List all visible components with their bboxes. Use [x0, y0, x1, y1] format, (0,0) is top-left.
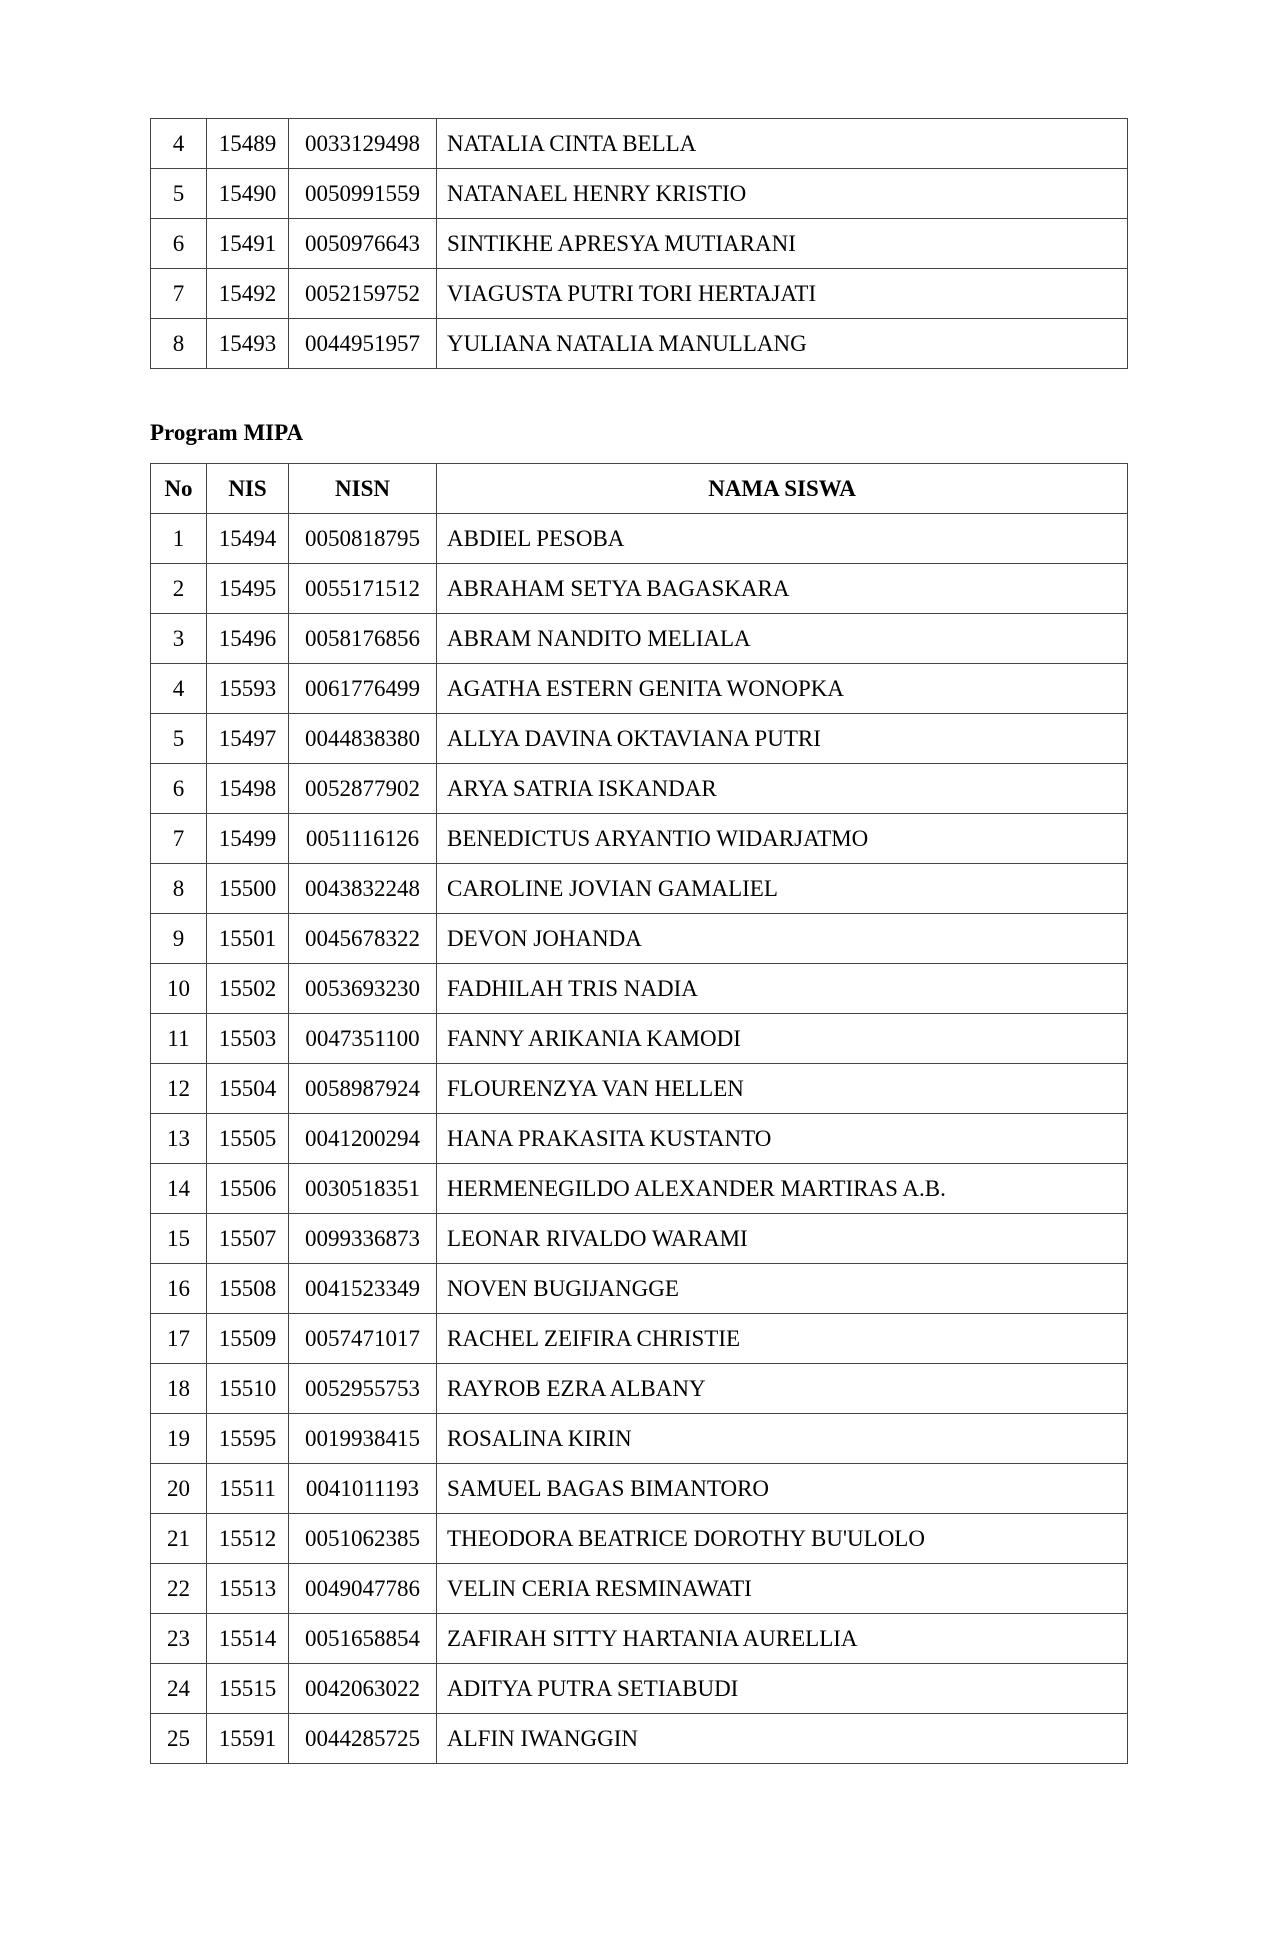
cell-no: 5: [151, 169, 207, 219]
cell-nama-siswa: VIAGUSTA PUTRI TORI HERTAJATI: [437, 269, 1128, 319]
cell-nama-siswa: NOVEN BUGIJANGGE: [437, 1264, 1128, 1314]
cell-nama-siswa: DEVON JOHANDA: [437, 914, 1128, 964]
table-row: [151, 1714, 1128, 1764]
cell-nis: 15512: [207, 1514, 289, 1564]
header-nisn: NISN: [289, 464, 437, 514]
cell-nisn: 0057471017: [289, 1314, 437, 1364]
cell-no: 14: [151, 1164, 207, 1214]
cell-nis: 15504: [207, 1064, 289, 1114]
cell-nisn: 0051116126: [289, 814, 437, 864]
table-row: [151, 169, 1128, 219]
cell-nama-siswa: FLOURENZYA VAN HELLEN: [437, 1064, 1128, 1114]
cell-nis: 15505: [207, 1114, 289, 1164]
student-table-continued-body: [151, 119, 1128, 369]
table-row: [151, 614, 1128, 664]
cell-nis: 15506: [207, 1164, 289, 1214]
cell-no: 25: [151, 1714, 207, 1764]
cell-nisn: 0052955753: [289, 1364, 437, 1414]
cell-nis: 15499: [207, 814, 289, 864]
cell-nisn: 0044951957: [289, 319, 437, 369]
cell-nis: 15496: [207, 614, 289, 664]
table-row: [151, 1064, 1128, 1114]
cell-no: 17: [151, 1314, 207, 1364]
cell-nis: 15491: [207, 219, 289, 269]
table-row: [151, 1114, 1128, 1164]
cell-nisn: 0053693230: [289, 964, 437, 1014]
cell-nisn: 0019938415: [289, 1414, 437, 1464]
table-row: [151, 764, 1128, 814]
cell-no: 6: [151, 764, 207, 814]
table-row: [151, 1314, 1128, 1364]
cell-nama-siswa: ARYA SATRIA ISKANDAR: [437, 764, 1128, 814]
cell-no: 7: [151, 269, 207, 319]
cell-nama-siswa: LEONAR RIVALDO WARAMI: [437, 1214, 1128, 1264]
cell-nama-siswa: RACHEL ZEIFIRA CHRISTIE: [437, 1314, 1128, 1364]
table-row: [151, 119, 1128, 169]
table-row: [151, 219, 1128, 269]
cell-no: 16: [151, 1264, 207, 1314]
cell-nisn: 0055171512: [289, 564, 437, 614]
table-row: [151, 1514, 1128, 1564]
table-row: [151, 964, 1128, 1014]
cell-nis: 15595: [207, 1414, 289, 1464]
cell-nama-siswa: BENEDICTUS ARYANTIO WIDARJATMO: [437, 814, 1128, 864]
cell-nama-siswa: ALFIN IWANGGIN: [437, 1714, 1128, 1764]
cell-nama-siswa: ABRAM NANDITO MELIALA: [437, 614, 1128, 664]
cell-no: 8: [151, 319, 207, 369]
cell-nisn: 0058176856: [289, 614, 437, 664]
cell-nisn: 0051658854: [289, 1614, 437, 1664]
cell-nisn: 0041200294: [289, 1114, 437, 1164]
cell-nama-siswa: SAMUEL BAGAS BIMANTORO: [437, 1464, 1128, 1514]
cell-nis: 15490: [207, 169, 289, 219]
cell-no: 12: [151, 1064, 207, 1114]
cell-nisn: 0050976643: [289, 219, 437, 269]
table-row: [151, 864, 1128, 914]
cell-nisn: 0044838380: [289, 714, 437, 764]
cell-nisn: 0041523349: [289, 1264, 437, 1314]
cell-nama-siswa: VELIN CERIA RESMINAWATI: [437, 1564, 1128, 1614]
cell-nama-siswa: AGATHA ESTERN GENITA WONOPKA: [437, 664, 1128, 714]
cell-nisn: 0042063022: [289, 1664, 437, 1714]
cell-no: 7: [151, 814, 207, 864]
student-table-mipa: [150, 463, 1128, 1764]
cell-nisn: 0033129498: [289, 119, 437, 169]
header-nama-siswa: NAMA SISWA: [437, 464, 1128, 514]
cell-nama-siswa: ROSALINA KIRIN: [437, 1414, 1128, 1464]
cell-nama-siswa: NATALIA CINTA BELLA: [437, 119, 1128, 169]
cell-nis: 15503: [207, 1014, 289, 1064]
cell-no: 5: [151, 714, 207, 764]
cell-nis: 15510: [207, 1364, 289, 1414]
cell-nisn: 0041011193: [289, 1464, 437, 1514]
cell-nama-siswa: HANA PRAKASITA KUSTANTO: [437, 1114, 1128, 1164]
cell-nama-siswa: RAYROB EZRA ALBANY: [437, 1364, 1128, 1414]
cell-no: 21: [151, 1514, 207, 1564]
table-row: [151, 1214, 1128, 1264]
cell-no: 23: [151, 1614, 207, 1664]
cell-nama-siswa: SINTIKHE APRESYA MUTIARANI: [437, 219, 1128, 269]
cell-nisn: 0050991559: [289, 169, 437, 219]
cell-nama-siswa: HERMENEGILDO ALEXANDER MARTIRAS A.B.: [437, 1164, 1128, 1214]
cell-nis: 15593: [207, 664, 289, 714]
cell-nis: 15489: [207, 119, 289, 169]
table-row: [151, 1464, 1128, 1514]
cell-nama-siswa: YULIANA NATALIA MANULLANG: [437, 319, 1128, 369]
header-no: No: [151, 464, 207, 514]
cell-nisn: 0045678322: [289, 914, 437, 964]
cell-no: 11: [151, 1014, 207, 1064]
cell-nisn: 0052159752: [289, 269, 437, 319]
table-row: [151, 1264, 1128, 1314]
cell-nis: 15514: [207, 1614, 289, 1664]
cell-nama-siswa: ADITYA PUTRA SETIABUDI: [437, 1664, 1128, 1714]
cell-nisn: 0061776499: [289, 664, 437, 714]
table-row: [151, 269, 1128, 319]
cell-nis: 15493: [207, 319, 289, 369]
cell-nis: 15502: [207, 964, 289, 1014]
cell-no: 24: [151, 1664, 207, 1714]
cell-nisn: 0043832248: [289, 864, 437, 914]
cell-nis: 15501: [207, 914, 289, 964]
cell-nis: 15492: [207, 269, 289, 319]
cell-no: 19: [151, 1414, 207, 1464]
cell-no: 22: [151, 1564, 207, 1614]
table-row: [151, 1164, 1128, 1214]
cell-no: 10: [151, 964, 207, 1014]
cell-nama-siswa: FADHILAH TRIS NADIA: [437, 964, 1128, 1014]
cell-nis: 15515: [207, 1664, 289, 1714]
section-title-mipa: Program MIPA: [150, 420, 304, 445]
header-nis: NIS: [207, 464, 289, 514]
cell-nisn: 0050818795: [289, 514, 437, 564]
cell-nisn: 0047351100: [289, 1014, 437, 1064]
table-row: [151, 814, 1128, 864]
table-row: [151, 1564, 1128, 1614]
cell-nisn: 0044285725: [289, 1714, 437, 1764]
cell-nis: 15513: [207, 1564, 289, 1614]
table-row: [151, 514, 1128, 564]
table-row: [151, 1414, 1128, 1464]
cell-nis: 15498: [207, 764, 289, 814]
cell-nisn: 0052877902: [289, 764, 437, 814]
cell-nisn: 0058987924: [289, 1064, 437, 1114]
table-row: [151, 914, 1128, 964]
cell-nama-siswa: ALLYA DAVINA OKTAVIANA PUTRI: [437, 714, 1128, 764]
cell-no: 20: [151, 1464, 207, 1514]
table-row: [151, 1364, 1128, 1414]
table-row: [151, 1014, 1128, 1064]
cell-no: 13: [151, 1114, 207, 1164]
table-row: [151, 664, 1128, 714]
table-row: [151, 319, 1128, 369]
cell-nis: 15507: [207, 1214, 289, 1264]
cell-nis: 15508: [207, 1264, 289, 1314]
cell-nis: 15494: [207, 514, 289, 564]
cell-nis: 15497: [207, 714, 289, 764]
cell-no: 2: [151, 564, 207, 614]
cell-nisn: 0030518351: [289, 1164, 437, 1214]
table-row: [151, 714, 1128, 764]
cell-no: 4: [151, 119, 207, 169]
table-row: [151, 1664, 1128, 1714]
cell-nis: 15591: [207, 1714, 289, 1764]
cell-no: 6: [151, 219, 207, 269]
table-header-row: [151, 464, 1128, 514]
cell-no: 3: [151, 614, 207, 664]
cell-nama-siswa: NATANAEL HENRY KRISTIO: [437, 169, 1128, 219]
cell-no: 8: [151, 864, 207, 914]
cell-nisn: 0051062385: [289, 1514, 437, 1564]
cell-no: 1: [151, 514, 207, 564]
cell-no: 18: [151, 1364, 207, 1414]
cell-nisn: 0049047786: [289, 1564, 437, 1614]
cell-no: 9: [151, 914, 207, 964]
cell-nama-siswa: ABDIEL PESOBA: [437, 514, 1128, 564]
cell-no: 4: [151, 664, 207, 714]
cell-nama-siswa: THEODORA BEATRICE DOROTHY BU'ULOLO: [437, 1514, 1128, 1564]
student-table-mipa-body: [151, 514, 1128, 1764]
cell-nis: 15500: [207, 864, 289, 914]
cell-nis: 15509: [207, 1314, 289, 1364]
table-row: [151, 564, 1128, 614]
cell-nama-siswa: ABRAHAM SETYA BAGASKARA: [437, 564, 1128, 614]
cell-nama-siswa: CAROLINE JOVIAN GAMALIEL: [437, 864, 1128, 914]
cell-nis: 15495: [207, 564, 289, 614]
cell-nama-siswa: ZAFIRAH SITTY HARTANIA AURELLIA: [437, 1614, 1128, 1664]
cell-nis: 15511: [207, 1464, 289, 1514]
cell-no: 15: [151, 1214, 207, 1264]
student-table-continued: [150, 118, 1128, 369]
cell-nama-siswa: FANNY ARIKANIA KAMODI: [437, 1014, 1128, 1064]
table-row: [151, 1614, 1128, 1664]
cell-nisn: 0099336873: [289, 1214, 437, 1264]
